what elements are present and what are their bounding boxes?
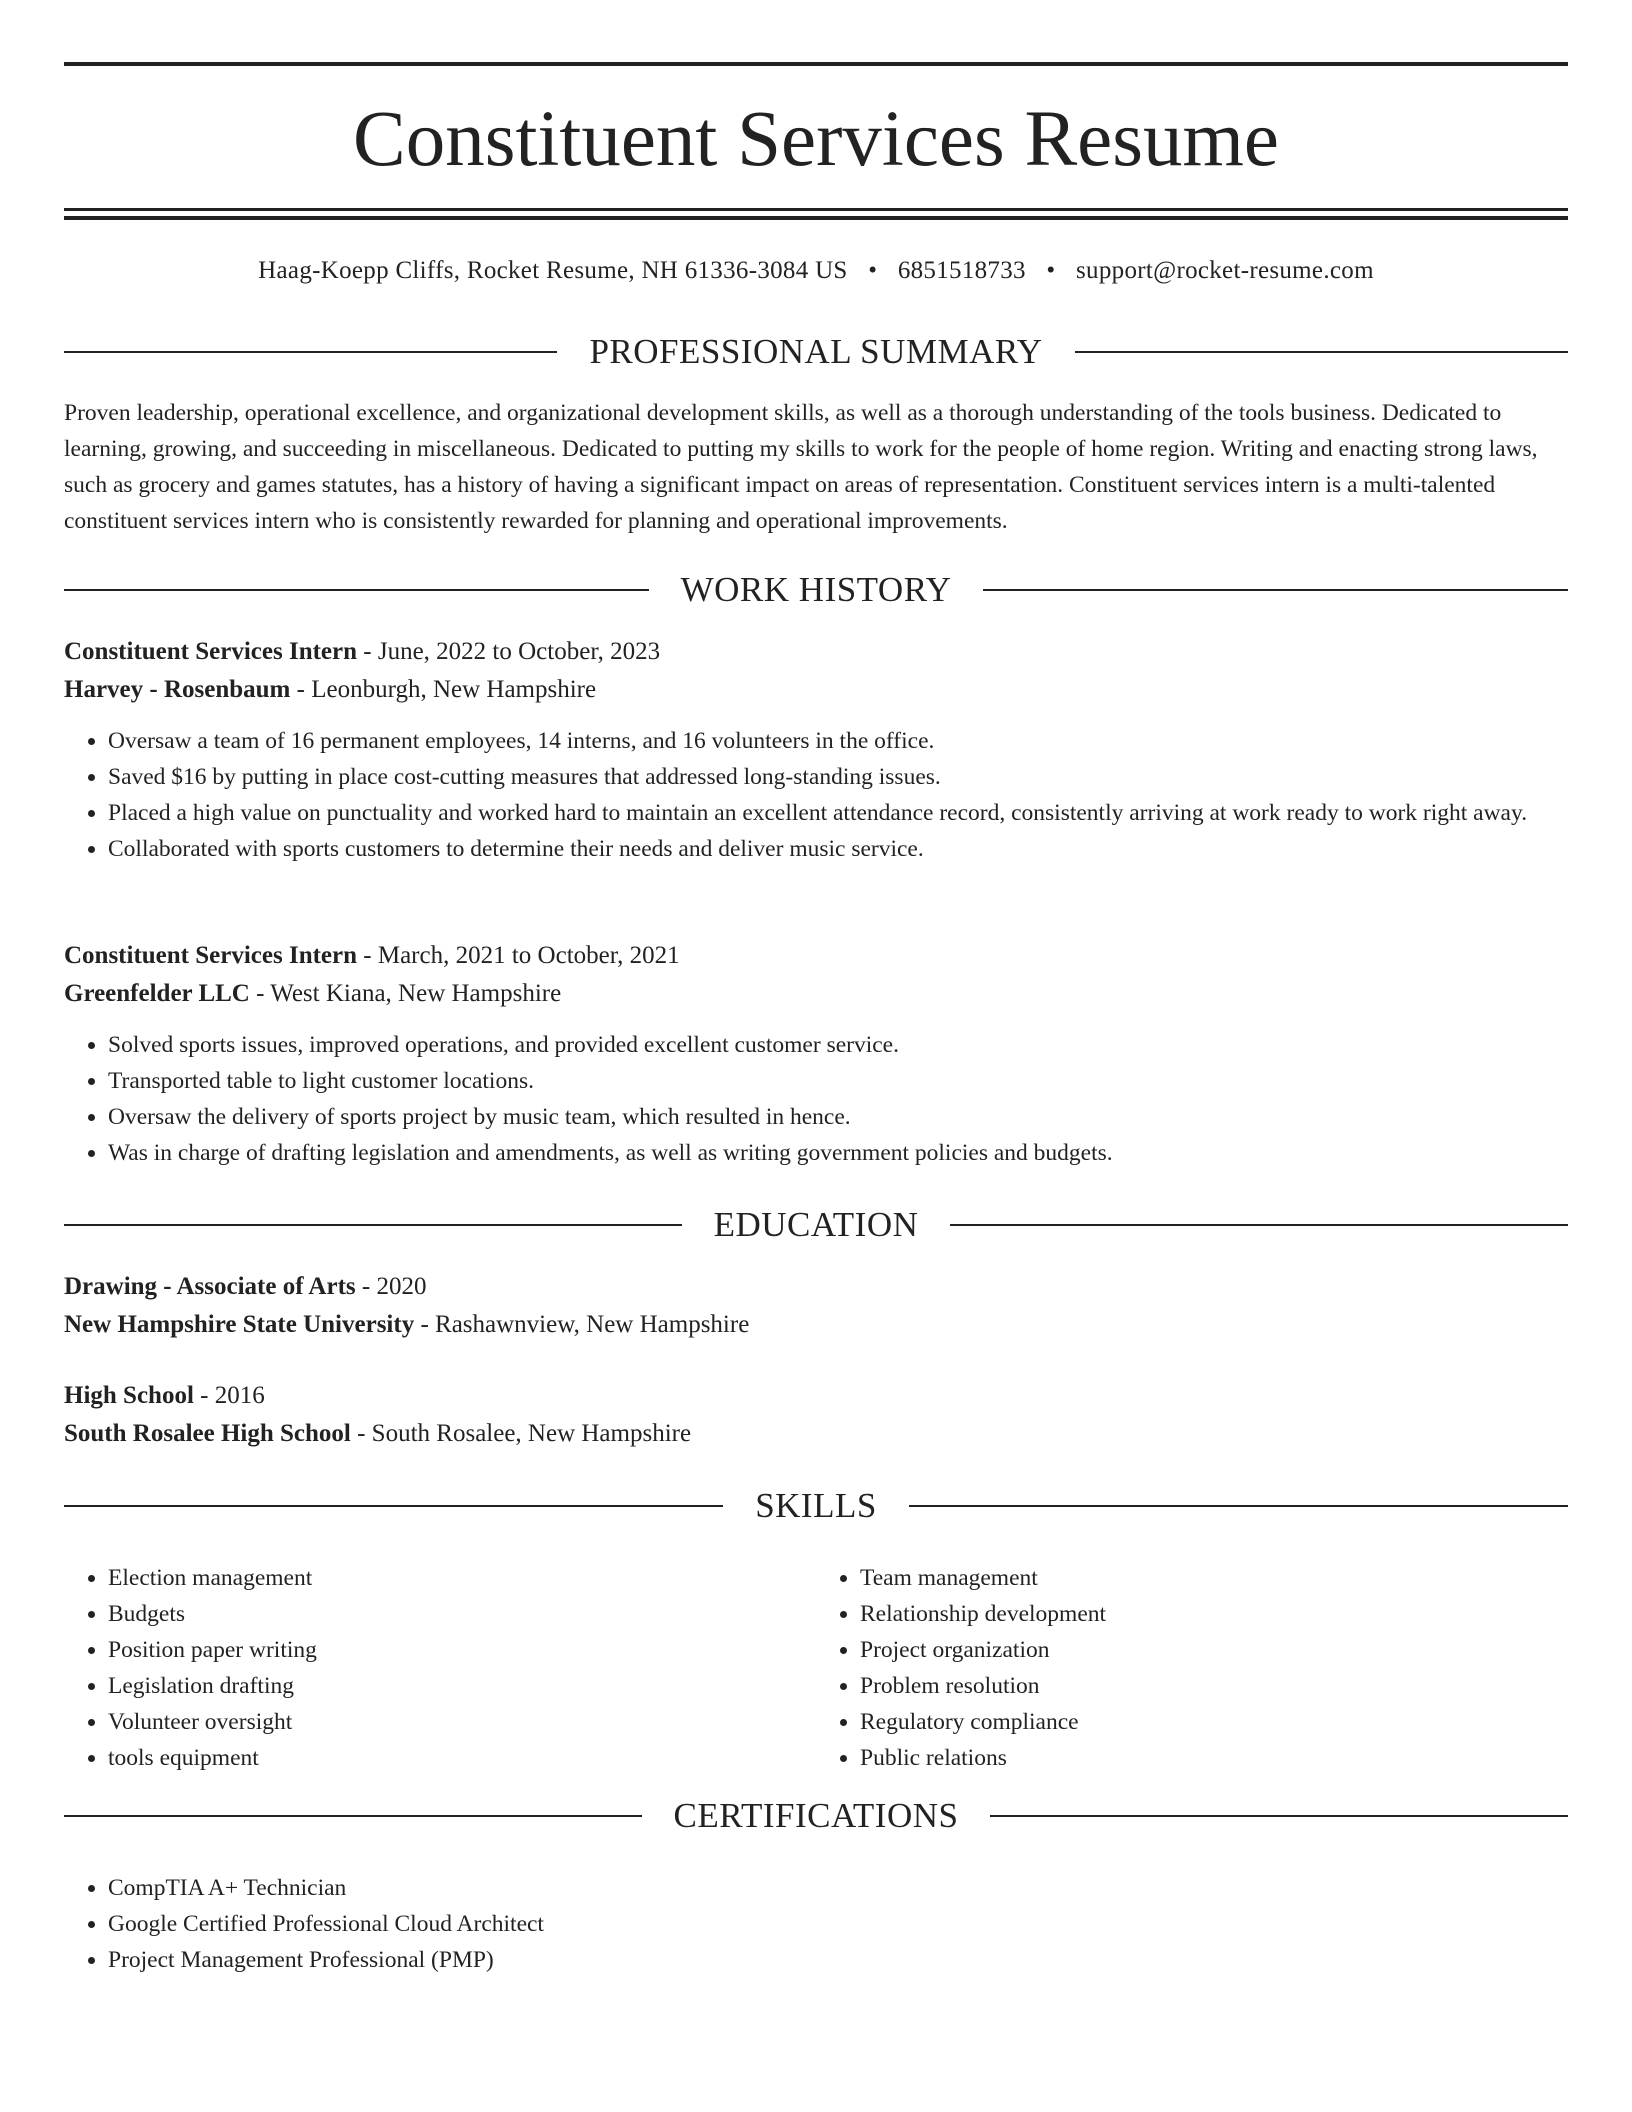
job-company: Greenfelder LLC [64, 980, 250, 1007]
skills-columns [64, 1560, 1568, 1776]
title-double-rule [64, 208, 1568, 220]
job-company-line [64, 975, 1568, 1013]
school-line [64, 1415, 1568, 1453]
job-entry [64, 633, 1568, 867]
section-heading-work [64, 565, 1568, 615]
degree-year: - 2016 [193, 1382, 265, 1409]
degree-year: - 2020 [355, 1273, 427, 1300]
school-location: - South Rosalee, New Hampshire [350, 1420, 692, 1447]
list-item: • Was in charge of drafting legislation and amendments, as well as writing government policies and budgets. [108, 1135, 1568, 1171]
heading-rule [64, 1505, 723, 1507]
list-item: • Public relations [860, 1740, 1568, 1776]
job-title-line [64, 633, 1568, 671]
list-item: • Election management [108, 1560, 816, 1596]
section-title: PROFESSIONAL SUMMARY [589, 332, 1043, 371]
section-title: EDUCATION [713, 1205, 919, 1244]
heading-rule [64, 1815, 642, 1817]
job-dates: - March, 2021 to October, 2021 [357, 942, 680, 969]
heading-rule [950, 1224, 1568, 1226]
list-item: • Placed a high value on punctuality and worked hard to maintain an excellent attendance record, consistently arriving at work ready to work right away. [108, 795, 1568, 831]
job-location: - West Kiana, New Hampshire [249, 980, 562, 1007]
list-item: • Oversaw a team of 16 permanent employees, 14 interns, and 16 volunteers in the office. [108, 723, 1568, 759]
degree: High School [64, 1382, 194, 1409]
heading-rule [1075, 351, 1568, 353]
heading-rule [990, 1815, 1568, 1817]
job-location: - Leonburgh, New Hampshire [290, 676, 597, 703]
list-item: • Problem resolution [860, 1668, 1568, 1704]
job-title-line [64, 937, 1568, 975]
job-entry [64, 937, 1568, 1171]
list-item: • Regulatory compliance [860, 1704, 1568, 1740]
section-heading-summary [64, 327, 1568, 377]
degree-line [64, 1377, 1568, 1415]
job-title: Constituent Services Intern [64, 638, 358, 665]
resume-title: Constituent Services Resume [353, 96, 1279, 183]
list-item: • Collaborated with sports customers to determine their needs and deliver music service. [108, 831, 1568, 867]
school: New Hampshire State University [64, 1311, 415, 1338]
list-item: • tools equipment [108, 1740, 816, 1776]
list-item: • Project organization [860, 1632, 1568, 1668]
heading-rule [64, 1224, 682, 1226]
section-title: CERTIFICATIONS [673, 1796, 959, 1835]
summary-text: Proven leadership, operational excellence, and organizational development skills, as well as a thorough understanding of the tools business. Dedicated to learning, growing, and succeeding in miscellaneous. Dedicated to putting my skills to work for the people of home region. Writing and enacting strong laws, such as grocery and games statutes, has a history of having a significant impact on areas of representation. Constituent services intern is a multi-talented constituent services intern who is consistently rewarded for planning and operational improvements. [64, 400, 1538, 534]
contact-line [64, 252, 1568, 290]
degree: Drawing - Associate of Arts [64, 1273, 356, 1300]
section-heading-certifications [64, 1791, 1568, 1841]
contact-address: Haag-Koepp Cliffs, Rocket Resume, NH 61336-3084 US [258, 257, 848, 284]
heading-rule [983, 589, 1568, 591]
contact-separator: • [1046, 257, 1056, 284]
school-line [64, 1306, 1568, 1344]
education-entry [64, 1268, 1568, 1344]
list-item: • Google Certified Professional Cloud Architect [108, 1906, 1568, 1942]
contact-phone: 6851518733 [897, 257, 1026, 284]
certifications-block [64, 1870, 1568, 1978]
section-heading-skills [64, 1481, 1568, 1531]
job-dates: - June, 2022 to October, 2023 [357, 638, 661, 665]
list-item: • Project Management Professional (PMP) [108, 1942, 1568, 1978]
section-title: WORK HISTORY [680, 570, 952, 609]
list-item: • Legislation drafting [108, 1668, 816, 1704]
skills-list-left [64, 1560, 816, 1776]
list-item: • Transported table to light customer locations. [108, 1063, 1568, 1099]
contact-separator: • [868, 257, 878, 284]
section-title: SKILLS [755, 1486, 877, 1525]
certifications-list [64, 1870, 1568, 1978]
summary-block [64, 395, 1568, 539]
list-item: • Budgets [108, 1596, 816, 1632]
heading-rule [909, 1505, 1568, 1507]
job-company: Harvey - Rosenbaum [64, 676, 291, 703]
section-heading-education [64, 1200, 1568, 1250]
list-item: • Oversaw the delivery of sports project by music team, which resulted in hence. [108, 1099, 1568, 1135]
school: South Rosalee High School [64, 1420, 351, 1447]
heading-rule [64, 589, 649, 591]
list-item: • Solved sports issues, improved operations, and provided excellent customer service. [108, 1027, 1568, 1063]
top-rule [64, 62, 1568, 66]
skills-list-right [816, 1560, 1568, 1776]
list-item: • Team management [860, 1560, 1568, 1596]
education-entry [64, 1377, 1568, 1453]
school-location: - Rashawnview, New Hampshire [414, 1311, 750, 1338]
list-item: • Position paper writing [108, 1632, 816, 1668]
list-item: • Saved $16 by putting in place cost-cutting measures that addressed long-standing issues. [108, 759, 1568, 795]
contact-email: support@rocket-resume.com [1076, 257, 1374, 284]
list-item: • Relationship development [860, 1596, 1568, 1632]
heading-rule [64, 351, 557, 353]
list-item: • CompTIA A+ Technician [108, 1870, 1568, 1906]
degree-line [64, 1268, 1568, 1306]
job-bullets [64, 1027, 1568, 1171]
job-company-line [64, 671, 1568, 709]
job-title: Constituent Services Intern [64, 942, 358, 969]
list-item: • Volunteer oversight [108, 1704, 816, 1740]
job-bullets [64, 723, 1568, 867]
